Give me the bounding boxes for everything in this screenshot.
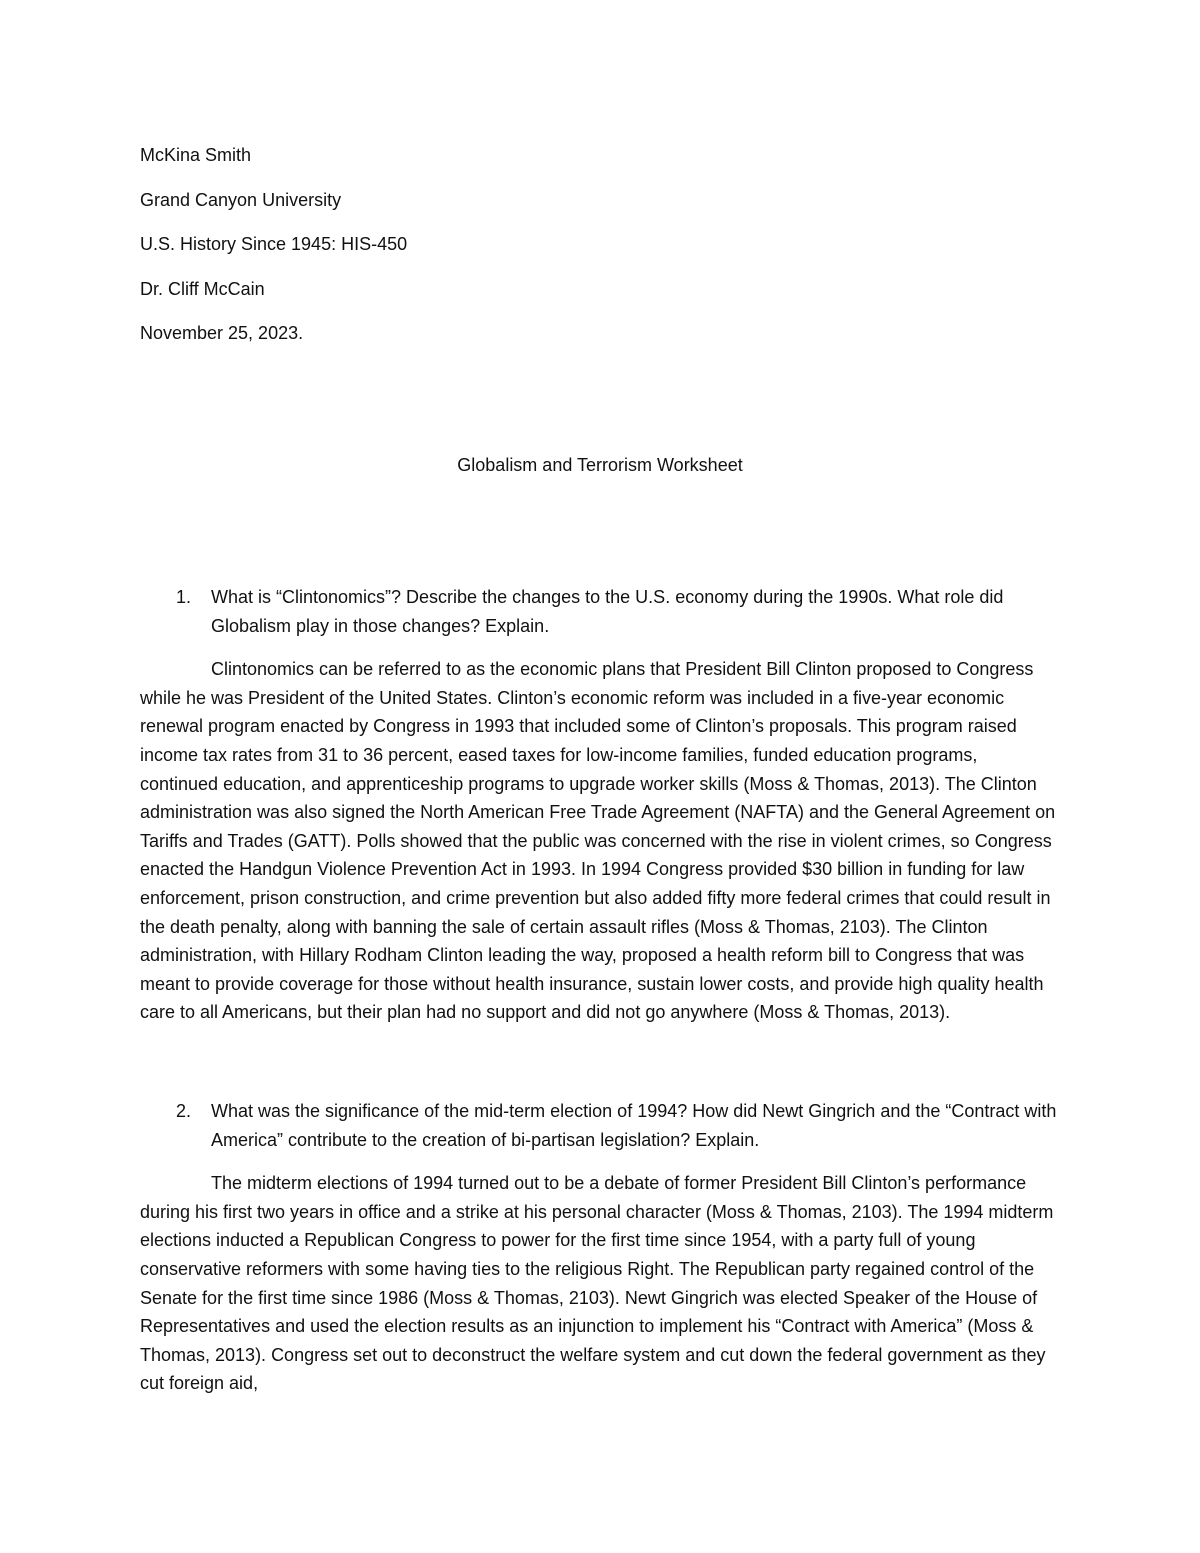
question-number: 1. [176,587,192,607]
course-name: U.S. History Since 1945: HIS-450 [140,234,408,254]
question-number: 2. [176,1101,192,1121]
question-text: What was the significance of the mid-term election of 1994? How did Newt Gingrich and the “Contract with America” contribute to the creation of bi-partisan legislation? Explain. [211,1101,1057,1150]
question-block-1 [140,583,1060,1027]
institution-name: Grand Canyon University [140,189,342,210]
header-block [140,143,1040,366]
answer-1: Clintonomics can be referred to as the economic plans that President Bill Clinton proposed to Congress while he was President of the United States. Clinton’s economic reform was included in a five-year economic renewal program enacted by Congress in 1993 that included some of Clinton’s proposals. This program raised income tax rates from 31 to 36 percent, eased taxes for low-income families, funded education programs, continued education, and apprenticeship programs to upgrade worker skills (Moss & Thomas, 2013). The Clinton administration was also signed the North American Free Trade Agreement (NAFTA) and the General Agreement on Tariffs and Trades (GATT). Polls showed that the public was concerned with the rise in violent crimes, so Congress enacted the Handgun Violence Prevention Act in 1993. In 1994 Congress provided $30 billion in funding for law enforcement, prison construction, and crime prevention but also added fifty more federal crimes that could result in the death penalty, along with banning the sale of certain assault rifles (Moss & Thomas, 2103). The Clinton administration, with Hillary Rodham Clinton leading the way, proposed a health reform bill to Congress that was meant to provide coverage for those without health insurance, sustain lower costs, and provide high quality health care to all Americans, but their plan had no support and did not go anywhere (Moss & Thomas, 2013). [140,659,1056,1023]
question-text: What is “Clintonomics”? Describe the changes to the U.S. economy during the 1990s. What role did Globalism play in those changes? Explain. [211,587,1004,636]
answer-2: The midterm elections of 1994 turned out to be a debate of former President Bill Clinton’s performance during his first two years in office and a strike at his personal character (Moss & Thomas, 2103). The 1994 midterm elections inducted a Republican Congress to power for the first time since 1954, with a party full of young conservative reformers with some having ties to the religious Right. The Republican party regained control of the Senate for the first time since 1986 (Moss & Thomas, 2103). Newt Gingrich was elected Speaker of the House of Representatives and used the election results as an injunction to implement his “Contract with America” (Moss & Thomas, 2013). Congress set out to deconstruct the welfare system and cut down the federal government as they cut foreign aid, [140,1173,1054,1394]
question-block-2 [140,1097,1060,1398]
instructor-name: Dr. Cliff McCain [140,278,265,299]
submission-date: November 25, 2023. [140,323,304,343]
author-name: McKina Smith [140,145,252,165]
question-2 [140,1097,1060,1154]
document-title: Globalism and Terrorism Worksheet [457,455,743,475]
question-1 [140,583,1060,640]
